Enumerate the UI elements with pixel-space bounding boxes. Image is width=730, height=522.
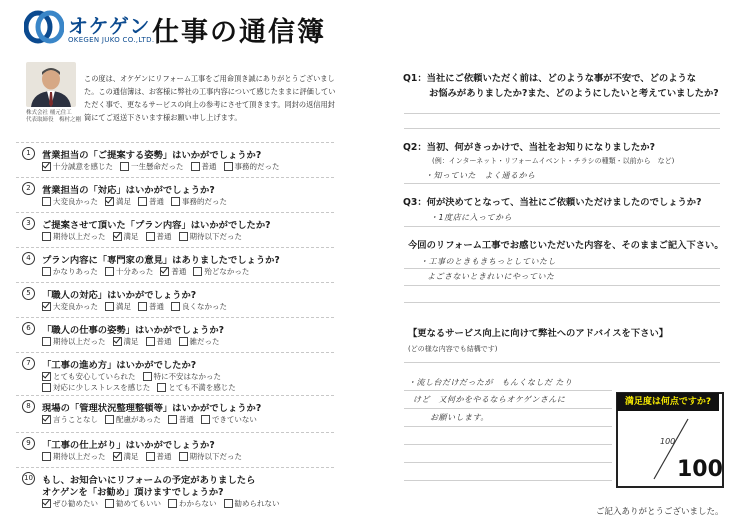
answer-line	[404, 113, 720, 114]
checkbox[interactable]	[42, 302, 51, 311]
option-label: 期待以上だった	[53, 337, 106, 346]
option[interactable]	[42, 196, 98, 207]
option[interactable]	[105, 196, 131, 207]
divider	[16, 282, 334, 283]
option[interactable]	[168, 498, 217, 509]
divider	[16, 317, 334, 318]
option-label: できていない	[211, 415, 257, 424]
option[interactable]	[168, 414, 194, 425]
question-text-line2: オケゲンを「お勧め」頂けますでしょうか?	[42, 487, 224, 498]
option-row	[42, 451, 249, 462]
checkbox[interactable]	[113, 232, 122, 241]
option-row	[42, 231, 249, 242]
checkbox[interactable]	[224, 162, 233, 171]
checkbox[interactable]	[42, 372, 51, 381]
president-photo	[26, 62, 76, 107]
option[interactable]	[146, 451, 172, 462]
option-row	[42, 161, 287, 172]
q3-answer: ・1度店に入ってから	[430, 213, 513, 222]
option-label: 期待以下だった	[189, 232, 242, 241]
option-label: 配慮があった	[116, 415, 161, 424]
answer-line	[404, 226, 720, 227]
q2-answer: ・知っていた よく通るから	[425, 171, 536, 180]
advice-subtitle: (どの様な内容でも結構です)	[408, 345, 498, 353]
option-label: 期待以上だった	[53, 452, 106, 461]
option-label: 普通	[171, 267, 187, 276]
option-label: 事務的だった	[182, 197, 227, 206]
checkbox[interactable]	[42, 232, 51, 241]
q1-line1: Q1：当社にご依頼いただく前は、どのような事が不安で、どのような	[403, 73, 697, 84]
option-label: かなりあった	[53, 267, 98, 276]
checkbox[interactable]	[146, 452, 155, 461]
question-number: 4	[22, 252, 35, 265]
option-row	[42, 196, 234, 207]
q4-answer-line2: よごさないときれいにやっていた	[427, 272, 555, 281]
question-text: 「職人の対応」はいかがでしょうか?	[42, 290, 197, 301]
option-label: 普通	[156, 337, 172, 346]
president-company: 株式会社 桶元住工	[26, 110, 72, 116]
answer-line	[404, 462, 612, 463]
checkbox[interactable]	[105, 302, 114, 311]
question-text: 「職人の仕事の姿勢」はいかがでしょうか?	[42, 325, 225, 336]
q1-line2: お悩みがありましたか?また、どのようにしたいと考えていましたか?	[429, 88, 719, 99]
option-label: 満足	[116, 197, 131, 206]
answer-line	[404, 268, 720, 269]
checkbox[interactable]	[179, 232, 188, 241]
brand-subtitle: OKEGEN JUKO CO.,LTD.	[68, 36, 155, 44]
checkbox[interactable]	[224, 499, 233, 508]
answer-line	[404, 408, 612, 409]
option[interactable]	[42, 498, 98, 509]
option[interactable]	[193, 266, 249, 277]
option[interactable]	[179, 336, 220, 347]
option[interactable]	[191, 161, 217, 172]
checkbox[interactable]	[105, 267, 114, 276]
option[interactable]	[42, 266, 98, 277]
advice-answer-line2: けど 又何かをやるならオケゲンさんに	[413, 395, 566, 404]
question-number: 7	[22, 357, 35, 370]
option-row	[42, 301, 234, 312]
divider	[16, 395, 334, 396]
option-label: 事務的だった	[234, 162, 280, 171]
option-label: 十分あった	[115, 267, 154, 276]
option-row	[42, 371, 228, 382]
checkbox[interactable]	[157, 383, 166, 392]
option-label: 満足	[123, 452, 139, 461]
checkbox[interactable]	[201, 415, 210, 424]
question-text: 営業担当の「ご提案する姿勢」はいかがでしょうか?	[42, 150, 262, 161]
checkbox[interactable]	[42, 452, 51, 461]
question-number: 8	[22, 400, 35, 413]
answer-line	[404, 128, 720, 129]
checkbox[interactable]	[42, 383, 51, 392]
score-value: 100	[677, 457, 723, 482]
divider	[16, 212, 334, 213]
president-name: 代表取締役 梅村之剛	[26, 117, 82, 123]
option[interactable]	[171, 301, 227, 312]
option-label: 勧めてもいい	[116, 499, 161, 508]
checkbox[interactable]	[120, 162, 129, 171]
option[interactable]	[171, 196, 227, 207]
checkbox[interactable]	[171, 302, 180, 311]
answer-line	[404, 480, 612, 481]
checkbox[interactable]	[168, 499, 177, 508]
option[interactable]	[146, 336, 172, 347]
checkbox[interactable]	[143, 372, 152, 381]
divider	[16, 247, 334, 248]
checkbox[interactable]	[42, 415, 51, 424]
checkbox[interactable]	[160, 267, 169, 276]
q3-title: Q3：何が決めてとなって、当社にご依頼いただけましたのでしょうか?	[403, 197, 702, 208]
option-label: 普通	[149, 302, 164, 311]
option-label: わからない	[179, 499, 217, 508]
option[interactable]	[120, 161, 184, 172]
option-label: 大変良かった	[53, 197, 98, 206]
question-number: 10	[22, 472, 35, 485]
advice-answer-line1: ・流し台だけだったが もんくなしだ たり	[408, 378, 573, 387]
option-label: 対応に少しストレスを感じた	[53, 383, 151, 392]
divider	[16, 352, 334, 353]
option-label: 殆どなかった	[204, 267, 250, 276]
question-number: 9	[22, 437, 35, 450]
option-row	[42, 266, 256, 277]
company-logo-icon	[24, 10, 64, 44]
checkbox[interactable]	[146, 337, 155, 346]
question-text: プラン内容に「専門家の意見」はありましたでしょうか?	[42, 255, 280, 266]
option[interactable]	[143, 371, 222, 382]
checkbox[interactable]	[42, 197, 51, 206]
q2-title: Q2：当初、何がきっかけで、当社をお知りになりましたか?	[403, 142, 656, 153]
option-row	[42, 498, 287, 509]
score-handwritten: 100	[660, 437, 676, 446]
divider	[16, 177, 334, 178]
option[interactable]	[224, 498, 280, 509]
option-label: ぜひ勧めたい	[53, 499, 98, 508]
option-label: 勧められない	[234, 499, 280, 508]
option-label: とても不満を感じた	[168, 383, 236, 392]
question-text: もし、お知合いにリフォームの予定がありましたら	[42, 475, 256, 486]
option[interactable]	[105, 414, 161, 425]
option-row	[42, 414, 264, 425]
option[interactable]	[179, 231, 243, 242]
question-text: 現場の「管理状況整理整頓等」はいかがでしょうか?	[42, 403, 262, 414]
option[interactable]	[42, 231, 106, 242]
checkbox[interactable]	[113, 337, 122, 346]
option[interactable]	[42, 451, 106, 462]
checkbox[interactable]	[42, 337, 51, 346]
question-text: 「工事の仕上がり」はいかがでしょうか?	[42, 440, 215, 451]
greeting-text: この度は、オケゲンにリフォーム工事をご用命頂き誠にありがとうございました。この通信簿は、お客様に弊社の工事内容について感じたままに評価していただく事で、更なるサービスの向上の参考にさせて頂きます。同封の返信用封筒にてご返送下さいます様お願い申し上げます。	[84, 74, 336, 122]
checkbox[interactable]	[42, 162, 51, 171]
question-text: 営業担当の「対応」はいかがでしょうか?	[42, 185, 215, 196]
option-label: 十分誠意を感じた	[53, 162, 113, 171]
answer-line	[404, 444, 612, 445]
option-label: 満足	[116, 302, 131, 311]
answer-line	[404, 285, 720, 286]
answer-line	[404, 183, 720, 184]
page-title: 仕事の通信簿	[152, 17, 326, 48]
option[interactable]	[179, 451, 243, 462]
option-label: 特に不安はなかった	[153, 372, 221, 381]
checkbox[interactable]	[105, 499, 114, 508]
score-label: 満足度は何点ですか?	[617, 393, 719, 411]
question-number: 1	[22, 147, 35, 160]
option-row	[42, 382, 243, 393]
option[interactable]	[113, 231, 139, 242]
option[interactable]	[105, 301, 131, 312]
answer-line	[404, 390, 612, 391]
option[interactable]	[105, 266, 153, 277]
checkbox[interactable]	[138, 197, 147, 206]
option-label: とても安心していられた	[53, 372, 136, 381]
option-label: 普通	[149, 197, 164, 206]
option[interactable]	[42, 382, 150, 393]
checkbox[interactable]	[105, 197, 114, 206]
question-text: ご提案させて頂いた「プラン内容」はいかがでしたか?	[42, 220, 271, 231]
question-number: 5	[22, 287, 35, 300]
option[interactable]	[42, 161, 113, 172]
option-label: 普通	[178, 415, 194, 424]
checkbox[interactable]	[105, 415, 114, 424]
option[interactable]	[224, 161, 280, 172]
checkbox[interactable]	[171, 197, 180, 206]
option[interactable]	[42, 301, 98, 312]
q2-subtitle: (例：インターネット・リフォームイベント・チラシの種類・以前から など)	[432, 157, 675, 165]
question-number: 3	[22, 217, 35, 230]
option[interactable]	[42, 414, 98, 425]
advice-answer-line3: お願いします。	[430, 413, 489, 422]
checkbox[interactable]	[42, 267, 51, 276]
option-label: 満足	[123, 232, 139, 241]
option-label: 大変良かった	[53, 302, 98, 311]
checkbox[interactable]	[193, 267, 202, 276]
option-label: 期待以上だった	[53, 232, 106, 241]
option-label: 普通	[156, 452, 172, 461]
checkbox[interactable]	[179, 337, 188, 346]
q4-answer-line1: ・工事のときもきちっとしていたし	[420, 257, 556, 266]
answer-line	[404, 302, 720, 303]
answer-line	[404, 362, 720, 363]
option-label: 満足	[123, 337, 139, 346]
checkbox[interactable]	[113, 452, 122, 461]
checkbox[interactable]	[146, 232, 155, 241]
question-number: 2	[22, 182, 35, 195]
checkbox[interactable]	[179, 452, 188, 461]
divider	[16, 432, 334, 433]
option[interactable]	[138, 301, 164, 312]
option[interactable]	[157, 382, 236, 393]
option[interactable]	[146, 231, 172, 242]
option[interactable]	[160, 266, 186, 277]
checkbox[interactable]	[168, 415, 177, 424]
option-label: 期待以下だった	[189, 452, 242, 461]
option-row	[42, 336, 227, 347]
option-label: 普通	[201, 162, 217, 171]
question-number: 6	[22, 322, 35, 335]
divider	[16, 142, 334, 143]
option-label: 良くなかった	[182, 302, 227, 311]
option[interactable]	[138, 196, 164, 207]
checkbox[interactable]	[42, 499, 51, 508]
divider	[16, 467, 334, 468]
thanks-text: ご記入ありがとうございました。	[596, 507, 724, 517]
option-label: 一生懸命だった	[131, 162, 184, 171]
brand-name: オケゲン	[68, 14, 151, 38]
option[interactable]	[105, 498, 161, 509]
q4-title: 今回のリフォーム工事でお感じいただいた内容を、そのままご記入下さい。	[408, 240, 724, 251]
advice-title: 【更なるサービス向上に向けて弊社へのアドバイスを下さい】	[408, 328, 669, 339]
option-label: 普通	[156, 232, 172, 241]
option[interactable]	[42, 336, 106, 347]
option-label: 言うことなし	[53, 415, 98, 424]
option-label: 雑だった	[189, 337, 220, 346]
question-text: 「工事の進め方」はいかがでしたか?	[42, 360, 197, 371]
checkbox[interactable]	[191, 162, 200, 171]
option[interactable]	[113, 336, 139, 347]
option[interactable]	[113, 451, 139, 462]
checkbox[interactable]	[138, 302, 147, 311]
answer-line	[404, 426, 612, 427]
option[interactable]	[201, 414, 257, 425]
option[interactable]	[42, 371, 136, 382]
